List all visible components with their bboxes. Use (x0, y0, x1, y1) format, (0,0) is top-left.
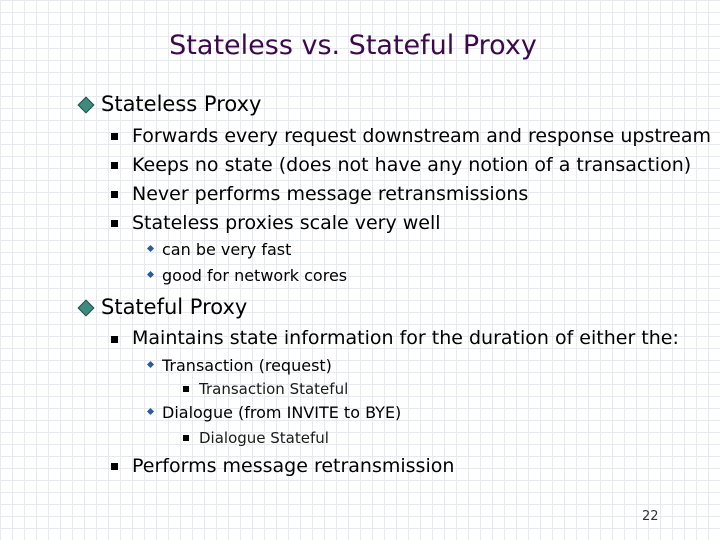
bullet-text: Maintains state information for the duration of either the: (132, 327, 679, 349)
page-number: 22 (642, 509, 659, 524)
bullet-text: Stateless proxies scale very well (132, 212, 441, 234)
section-heading-stateful: Stateful Proxy (101, 295, 248, 319)
diamond-icon (78, 97, 95, 114)
sub-bullet-text: can be very fast (162, 240, 292, 259)
section-heading-stateless: Stateless Proxy (101, 92, 262, 116)
bullet-text: Forwards every request downstream and response upstream (132, 125, 712, 147)
sub-sub-bullet-text: Transaction Stateful (199, 380, 349, 398)
diamond-icon (78, 300, 95, 317)
bullet-text: Performs message retransmission (132, 455, 455, 477)
square-bullet-icon (111, 162, 118, 169)
sub-bullet-text: Transaction (request) (162, 356, 332, 375)
small-diamond-icon (147, 408, 154, 415)
small-diamond-icon (147, 245, 154, 252)
sub-sub-bullet-text: Dialogue Stateful (199, 429, 329, 447)
square-bullet-icon (183, 435, 189, 441)
square-bullet-icon (111, 336, 118, 343)
sub-bullet-text: Dialogue (from INVITE to BYE) (162, 403, 402, 422)
square-bullet-icon (111, 220, 118, 227)
square-bullet-icon (111, 133, 118, 140)
bullet-text: Keeps no state (does not have any notion of a transaction) (132, 154, 692, 176)
small-diamond-icon (147, 271, 154, 278)
small-diamond-icon (147, 361, 154, 368)
square-bullet-icon (183, 386, 189, 392)
square-bullet-icon (111, 191, 118, 198)
sub-bullet-text: good for network cores (162, 266, 348, 285)
bullet-text: Never performs message retransmissions (132, 183, 529, 205)
slide-title: Stateless vs. Stateful Proxy (169, 30, 537, 61)
square-bullet-icon (111, 463, 118, 470)
